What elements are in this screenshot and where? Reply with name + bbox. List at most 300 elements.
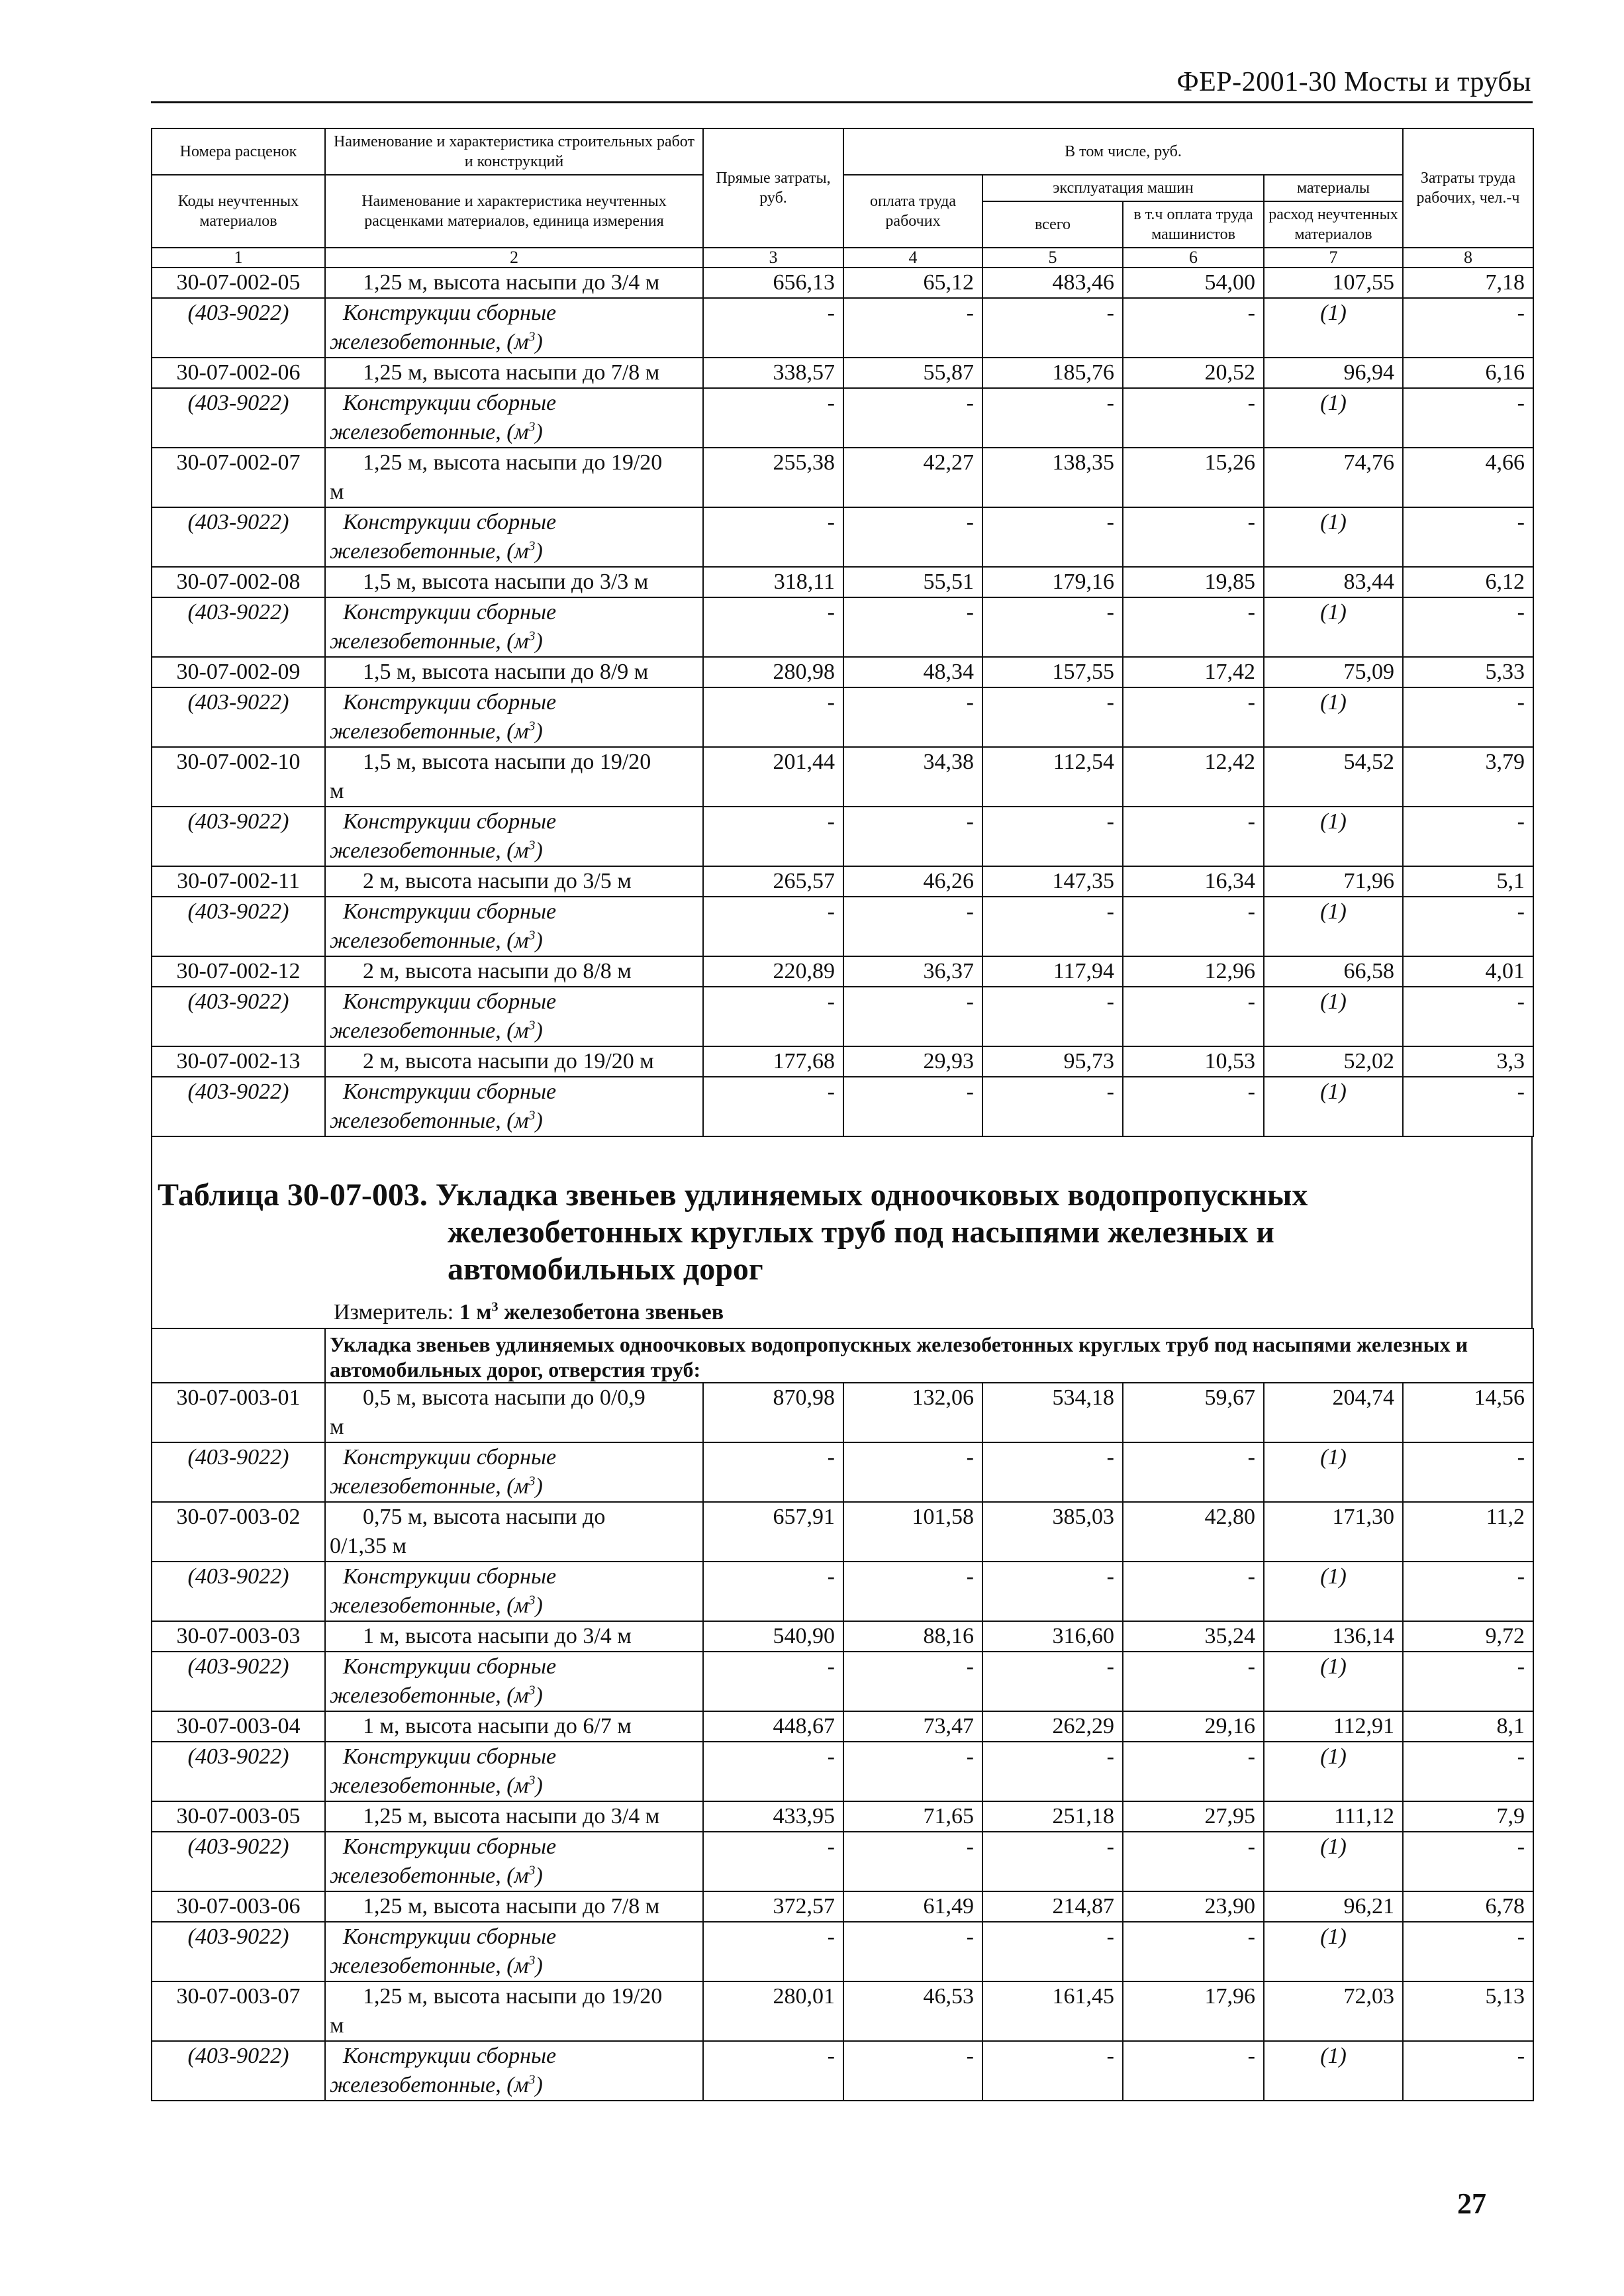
table-row <box>152 448 1533 507</box>
material-dash: - <box>1403 897 1533 956</box>
material-name-close: ) <box>535 719 543 744</box>
material-qty: (1) <box>1264 687 1403 747</box>
material-dash: - <box>703 1652 843 1711</box>
material-name <box>325 298 703 358</box>
material-dash: - <box>1403 1742 1533 1801</box>
material-dash: - <box>1123 897 1264 956</box>
work-name <box>325 657 703 687</box>
value-v5: 161,45 <box>982 1981 1123 2041</box>
material-name-sup: 3 <box>528 2072 536 2087</box>
value-v4: 46,53 <box>843 1981 982 2041</box>
work-name <box>325 567 703 597</box>
work-name-cont: 0/1,35 м <box>330 1534 406 1558</box>
value-v4: 73,47 <box>843 1711 982 1742</box>
value-v6: 15,26 <box>1123 448 1264 507</box>
value-v7: 74,76 <box>1264 448 1403 507</box>
material-dash: - <box>982 987 1123 1046</box>
value-v6: 35,24 <box>1123 1621 1264 1652</box>
work-name <box>325 1801 703 1832</box>
material-name-text: железобетонные, (м <box>330 1864 529 1888</box>
value-v8: 6,78 <box>1403 1891 1533 1922</box>
value-v5: 117,94 <box>982 956 1123 987</box>
rate-code: 30-07-002-10 <box>152 747 325 807</box>
material-dash: - <box>703 897 843 956</box>
measure-label: Измеритель: <box>334 1300 454 1324</box>
material-name-close: ) <box>535 1773 543 1798</box>
material-name <box>325 597 703 657</box>
value-v8: 5,1 <box>1403 866 1533 897</box>
value-v3: 657,91 <box>703 1502 843 1562</box>
material-dash: - <box>703 507 843 567</box>
work-name <box>325 1383 703 1442</box>
material-code: (403-9022) <box>152 1562 325 1621</box>
value-v4: 42,27 <box>843 448 982 507</box>
value-v3: 177,68 <box>703 1046 843 1077</box>
table-row <box>152 747 1533 807</box>
material-name <box>325 897 703 956</box>
material-dash: - <box>843 507 982 567</box>
material-name-close: ) <box>535 2073 543 2097</box>
table-row <box>152 358 1533 388</box>
value-v5: 179,16 <box>982 567 1123 597</box>
measure-rest: железобетона звеньев <box>504 1300 724 1324</box>
value-v6: 54,00 <box>1123 268 1264 298</box>
material-code: (403-9022) <box>152 897 325 956</box>
material-name-line-2 <box>330 537 698 566</box>
material-qty: (1) <box>1264 507 1403 567</box>
material-dash: - <box>843 2041 982 2101</box>
value-v8: 5,33 <box>1403 657 1533 687</box>
col-head-materials: материалы <box>1264 175 1403 201</box>
table-row <box>152 268 1533 298</box>
value-v8: 8,1 <box>1403 1711 1533 1742</box>
section-title-line-1: Укладка звеньев удлиняемых одноочковых водопропускных <box>435 1177 1308 1213</box>
material-name-close: ) <box>535 420 543 444</box>
material-name-sup: 3 <box>528 1473 536 1489</box>
col-head-code-bottom: Коды неучтенных материалов <box>152 175 325 248</box>
material-code: (403-9022) <box>152 1652 325 1711</box>
work-name-cont: м <box>330 779 344 803</box>
material-name-sup: 3 <box>528 1593 536 1608</box>
col-head-name-bottom: Наименование и характеристика неучтенных расценками материалов, единица измерения <box>325 175 703 248</box>
material-qty: (1) <box>1264 2041 1403 2101</box>
material-name-text: железобетонные, (м <box>330 719 529 744</box>
material-dash: - <box>1403 2041 1533 2101</box>
value-v5: 316,60 <box>982 1621 1123 1652</box>
material-dash: - <box>1123 388 1264 448</box>
material-name-text: железобетонные, (м <box>330 1474 529 1499</box>
material-code: (403-9022) <box>152 1922 325 1981</box>
material-qty: (1) <box>1264 897 1403 956</box>
material-dash: - <box>982 807 1123 866</box>
value-v7: 54,52 <box>1264 747 1403 807</box>
page-number: 27 <box>1457 2187 1486 2220</box>
material-qty: (1) <box>1264 298 1403 358</box>
col-head-incl: В том числе, руб. <box>843 128 1403 175</box>
material-row <box>152 1922 1533 1981</box>
value-v7: 204,74 <box>1264 1383 1403 1442</box>
material-dash: - <box>703 987 843 1046</box>
work-name-line: 1 м, высота насыпи до 3/4 м <box>363 1624 632 1648</box>
material-name-text: железобетонные, (м <box>330 2073 529 2097</box>
section-title-line-2: железобетонных круглых труб под насыпями железных и <box>448 1215 1274 1250</box>
value-v4: 55,51 <box>843 567 982 597</box>
material-dash: - <box>1403 1652 1533 1711</box>
work-name <box>325 1711 703 1742</box>
value-v7: 71,96 <box>1264 866 1403 897</box>
material-qty: (1) <box>1264 1922 1403 1981</box>
material-row <box>152 507 1533 567</box>
value-v5: 483,46 <box>982 268 1123 298</box>
value-v7: 107,55 <box>1264 268 1403 298</box>
material-name-sup: 3 <box>528 719 536 734</box>
table-row <box>152 956 1533 987</box>
material-name-line-2 <box>330 1472 698 1501</box>
table-2-body <box>152 1328 1533 2101</box>
material-dash: - <box>843 1442 982 1502</box>
value-v8: 5,13 <box>1403 1981 1533 2041</box>
material-dash: - <box>1403 597 1533 657</box>
value-v4: 48,34 <box>843 657 982 687</box>
value-v3: 280,01 <box>703 1981 843 2041</box>
material-code: (403-9022) <box>152 807 325 866</box>
value-v4: 36,37 <box>843 956 982 987</box>
table-row <box>152 1502 1533 1562</box>
value-v4: 65,12 <box>843 268 982 298</box>
work-name-line: 0,5 м, высота насыпи до 0/0,9 <box>363 1385 645 1410</box>
col-number: 4 <box>843 248 982 268</box>
col-head-labor: Затраты труда рабочих, чел.-ч <box>1403 128 1533 248</box>
material-row <box>152 2041 1533 2101</box>
material-dash: - <box>1403 1922 1533 1981</box>
col-head-name-top: Наименование и характеристика строительных работ и конструкций <box>325 128 703 175</box>
material-name-line-1: Конструкции сборные <box>343 600 557 624</box>
material-dash: - <box>843 897 982 956</box>
col-head-machines-total: всего <box>982 201 1123 248</box>
material-dash: - <box>843 1742 982 1801</box>
material-name <box>325 1922 703 1981</box>
material-row <box>152 388 1533 448</box>
section-title <box>158 1137 1531 1288</box>
material-name-text: железобетонные, (м <box>330 330 529 354</box>
col-head-materials-sub: расход неучтенных материалов <box>1264 201 1403 248</box>
value-v8: 3,79 <box>1403 747 1533 807</box>
material-dash: - <box>982 298 1123 358</box>
material-dash: - <box>703 597 843 657</box>
material-dash: - <box>843 388 982 448</box>
value-v3: 448,67 <box>703 1711 843 1742</box>
value-v4: 61,49 <box>843 1891 982 1922</box>
value-v7: 52,02 <box>1264 1046 1403 1077</box>
value-v8: 9,72 <box>1403 1621 1533 1652</box>
material-code: (403-9022) <box>152 1442 325 1502</box>
running-header: ФЕР-2001-30 Мосты и трубы <box>1176 67 1531 97</box>
material-dash: - <box>982 687 1123 747</box>
value-v5: 147,35 <box>982 866 1123 897</box>
value-v8: 11,2 <box>1403 1502 1533 1562</box>
value-v4: 101,58 <box>843 1502 982 1562</box>
value-v8: 3,3 <box>1403 1046 1533 1077</box>
value-v6: 10,53 <box>1123 1046 1264 1077</box>
material-name-line-1: Конструкции сборные <box>343 1445 557 1470</box>
material-dash: - <box>982 1077 1123 1136</box>
material-dash: - <box>1403 1442 1533 1502</box>
material-name <box>325 507 703 567</box>
value-v3: 656,13 <box>703 268 843 298</box>
work-name-line: 1,25 м, высота насыпи до 7/8 м <box>363 360 660 385</box>
col-head-wages: оплата труда рабочих <box>843 175 982 248</box>
material-dash: - <box>1403 388 1533 448</box>
value-v7: 96,21 <box>1264 1891 1403 1922</box>
material-name-close: ) <box>535 1864 543 1888</box>
col-head-code-top: Номера расценок <box>152 128 325 175</box>
value-v5: 185,76 <box>982 358 1123 388</box>
material-dash: - <box>1123 807 1264 866</box>
value-v5: 262,29 <box>982 1711 1123 1742</box>
value-v7: 136,14 <box>1264 1621 1403 1652</box>
table-row <box>152 1801 1533 1832</box>
value-v6: 59,67 <box>1123 1383 1264 1442</box>
value-v6: 27,95 <box>1123 1801 1264 1832</box>
material-name-line-2 <box>330 1772 698 1801</box>
work-name-cont: м <box>330 479 344 504</box>
section-table-30-07-003 <box>151 1137 1533 1328</box>
material-dash: - <box>843 807 982 866</box>
rate-code: 30-07-002-12 <box>152 956 325 987</box>
col-number: 1 <box>152 248 325 268</box>
value-v3: 433,95 <box>703 1801 843 1832</box>
rate-code: 30-07-002-11 <box>152 866 325 897</box>
material-name-close: ) <box>535 1683 543 1708</box>
material-dash: - <box>1123 597 1264 657</box>
table-row <box>152 567 1533 597</box>
material-name-line-2 <box>330 1107 698 1136</box>
section-title-lead: Таблица 30-07-003. <box>158 1177 428 1213</box>
material-name-close: ) <box>535 928 543 953</box>
value-v7: 111,12 <box>1264 1801 1403 1832</box>
material-name-line-2 <box>330 1681 698 1711</box>
measure-value: 1 м <box>459 1300 492 1324</box>
material-dash: - <box>1403 507 1533 567</box>
material-dash: - <box>1123 1442 1264 1502</box>
value-v3: 265,57 <box>703 866 843 897</box>
material-dash: - <box>1123 1922 1264 1981</box>
material-row <box>152 1652 1533 1711</box>
material-dash: - <box>703 1562 843 1621</box>
work-name-line: 2 м, высота насыпи до 19/20 м <box>363 1049 654 1073</box>
value-v5: 214,87 <box>982 1891 1123 1922</box>
material-name-text: железобетонные, (м <box>330 1773 529 1798</box>
rate-code: 30-07-002-06 <box>152 358 325 388</box>
work-name <box>325 358 703 388</box>
value-v4: 71,65 <box>843 1801 982 1832</box>
material-name-sup: 3 <box>528 628 536 644</box>
material-name-close: ) <box>535 1019 543 1043</box>
value-v6: 17,42 <box>1123 657 1264 687</box>
material-name-sup: 3 <box>528 1773 536 1788</box>
material-name-sup: 3 <box>528 1863 536 1878</box>
material-dash: - <box>843 987 982 1046</box>
work-name-line: 2 м, высота насыпи до 3/5 м <box>363 869 632 893</box>
material-dash: - <box>1403 987 1533 1046</box>
material-qty: (1) <box>1264 1442 1403 1502</box>
material-name-close: ) <box>535 838 543 863</box>
value-v7: 66,58 <box>1264 956 1403 987</box>
material-dash: - <box>703 298 843 358</box>
material-dash: - <box>843 1832 982 1891</box>
material-qty: (1) <box>1264 388 1403 448</box>
material-dash: - <box>703 807 843 866</box>
material-dash: - <box>982 388 1123 448</box>
material-name-close: ) <box>535 330 543 354</box>
material-name-line-2 <box>330 1862 698 1891</box>
table-row <box>152 866 1533 897</box>
value-v5: 534,18 <box>982 1383 1123 1442</box>
material-name <box>325 987 703 1046</box>
material-code: (403-9022) <box>152 1077 325 1136</box>
rate-code: 30-07-003-06 <box>152 1891 325 1922</box>
value-v3: 338,57 <box>703 358 843 388</box>
material-dash: - <box>843 1562 982 1621</box>
table-row <box>152 1981 1533 2041</box>
material-dash: - <box>1123 1077 1264 1136</box>
material-name-sup: 3 <box>528 329 536 344</box>
material-dash: - <box>982 597 1123 657</box>
material-name <box>325 1832 703 1891</box>
value-v7: 96,94 <box>1264 358 1403 388</box>
material-dash: - <box>982 1652 1123 1711</box>
material-name-text: железобетонные, (м <box>330 1019 529 1043</box>
work-name-line: 1,5 м, высота насыпи до 19/20 <box>363 750 651 774</box>
material-name-text: железобетонные, (м <box>330 629 529 654</box>
material-name-line-1: Конструкции сборные <box>343 391 557 415</box>
material-name-sup: 3 <box>528 1953 536 1968</box>
material-qty: (1) <box>1264 1652 1403 1711</box>
material-name-line-1: Конструкции сборные <box>343 1564 557 1589</box>
work-name <box>325 1621 703 1652</box>
material-name-sup: 3 <box>528 928 536 943</box>
value-v4: 132,06 <box>843 1383 982 1442</box>
material-qty: (1) <box>1264 987 1403 1046</box>
material-name <box>325 687 703 747</box>
table-row <box>152 1046 1533 1077</box>
material-name-sup: 3 <box>528 538 536 554</box>
material-dash: - <box>703 1922 843 1981</box>
material-dash: - <box>1123 298 1264 358</box>
value-v8: 4,01 <box>1403 956 1533 987</box>
material-code: (403-9022) <box>152 987 325 1046</box>
material-dash: - <box>1123 1652 1264 1711</box>
group-description: Укладка звеньев удлиняемых одноочковых водопропускных железобетонных круглых труб под насыпями железных и автомобильных дорог, отверстия труб: <box>325 1328 1533 1383</box>
value-v5: 95,73 <box>982 1046 1123 1077</box>
material-row <box>152 1442 1533 1502</box>
material-name <box>325 1562 703 1621</box>
value-v3: 372,57 <box>703 1891 843 1922</box>
material-row <box>152 597 1533 657</box>
material-dash: - <box>703 687 843 747</box>
material-code: (403-9022) <box>152 687 325 747</box>
material-dash: - <box>982 507 1123 567</box>
material-name-sup: 3 <box>528 419 536 434</box>
work-name <box>325 747 703 807</box>
work-name-cont: м <box>330 2013 344 2038</box>
material-dash: - <box>1403 687 1533 747</box>
material-dash: - <box>1403 1832 1533 1891</box>
material-dash: - <box>1403 807 1533 866</box>
material-name-line-1: Конструкции сборные <box>343 899 557 924</box>
material-name-text: железобетонные, (м <box>330 1593 529 1618</box>
value-v5: 112,54 <box>982 747 1123 807</box>
value-v4: 29,93 <box>843 1046 982 1077</box>
value-v6: 16,34 <box>1123 866 1264 897</box>
price-table-1 <box>151 128 1534 1137</box>
material-dash: - <box>1123 1832 1264 1891</box>
col-number: 5 <box>982 248 1123 268</box>
material-qty: (1) <box>1264 1077 1403 1136</box>
measure-sup: 3 <box>491 1299 499 1315</box>
value-v5: 138,35 <box>982 448 1123 507</box>
material-name <box>325 2041 703 2101</box>
material-row <box>152 298 1533 358</box>
value-v8: 4,66 <box>1403 448 1533 507</box>
work-name <box>325 956 703 987</box>
col-number: 7 <box>1264 248 1403 268</box>
col-head-machines-wages: в т.ч оплата труда машинистов <box>1123 201 1264 248</box>
value-v7: 75,09 <box>1264 657 1403 687</box>
material-qty: (1) <box>1264 597 1403 657</box>
material-name-line-2 <box>330 328 698 357</box>
material-dash: - <box>982 1742 1123 1801</box>
material-name-line-1: Конструкции сборные <box>343 301 557 325</box>
material-name-line-2 <box>330 627 698 656</box>
value-v8: 6,12 <box>1403 567 1533 597</box>
material-name-line-1: Конструкции сборные <box>343 690 557 715</box>
material-name-line-1: Конструкции сборные <box>343 1834 557 1859</box>
value-v5: 251,18 <box>982 1801 1123 1832</box>
rate-code: 30-07-003-07 <box>152 1981 325 2041</box>
material-dash: - <box>982 1562 1123 1621</box>
value-v7: 72,03 <box>1264 1981 1403 2041</box>
col-number: 6 <box>1123 248 1264 268</box>
material-name-close: ) <box>535 539 543 564</box>
value-v8: 7,18 <box>1403 268 1533 298</box>
value-v3: 318,11 <box>703 567 843 597</box>
value-v4: 34,38 <box>843 747 982 807</box>
work-name <box>325 1046 703 1077</box>
material-name-sup: 3 <box>528 838 536 853</box>
material-row <box>152 687 1533 747</box>
work-name <box>325 1891 703 1922</box>
material-name-sup: 3 <box>528 1108 536 1123</box>
value-v3: 280,98 <box>703 657 843 687</box>
material-name-line-1: Конструкции сборные <box>343 510 557 534</box>
material-name <box>325 1442 703 1502</box>
value-v5: 157,55 <box>982 657 1123 687</box>
material-dash: - <box>1123 687 1264 747</box>
work-name-line: 1,5 м, высота насыпи до 8/9 м <box>363 660 649 684</box>
value-v6: 20,52 <box>1123 358 1264 388</box>
material-name-line-2 <box>330 1591 698 1621</box>
col-number: 3 <box>703 248 843 268</box>
material-dash: - <box>703 1077 843 1136</box>
value-v8: 6,16 <box>1403 358 1533 388</box>
value-v3: 201,44 <box>703 747 843 807</box>
material-row <box>152 807 1533 866</box>
table-1-body <box>152 268 1533 1136</box>
material-name-line-2 <box>330 2071 698 2100</box>
table-row <box>152 1383 1533 1442</box>
col-number: 2 <box>325 248 703 268</box>
